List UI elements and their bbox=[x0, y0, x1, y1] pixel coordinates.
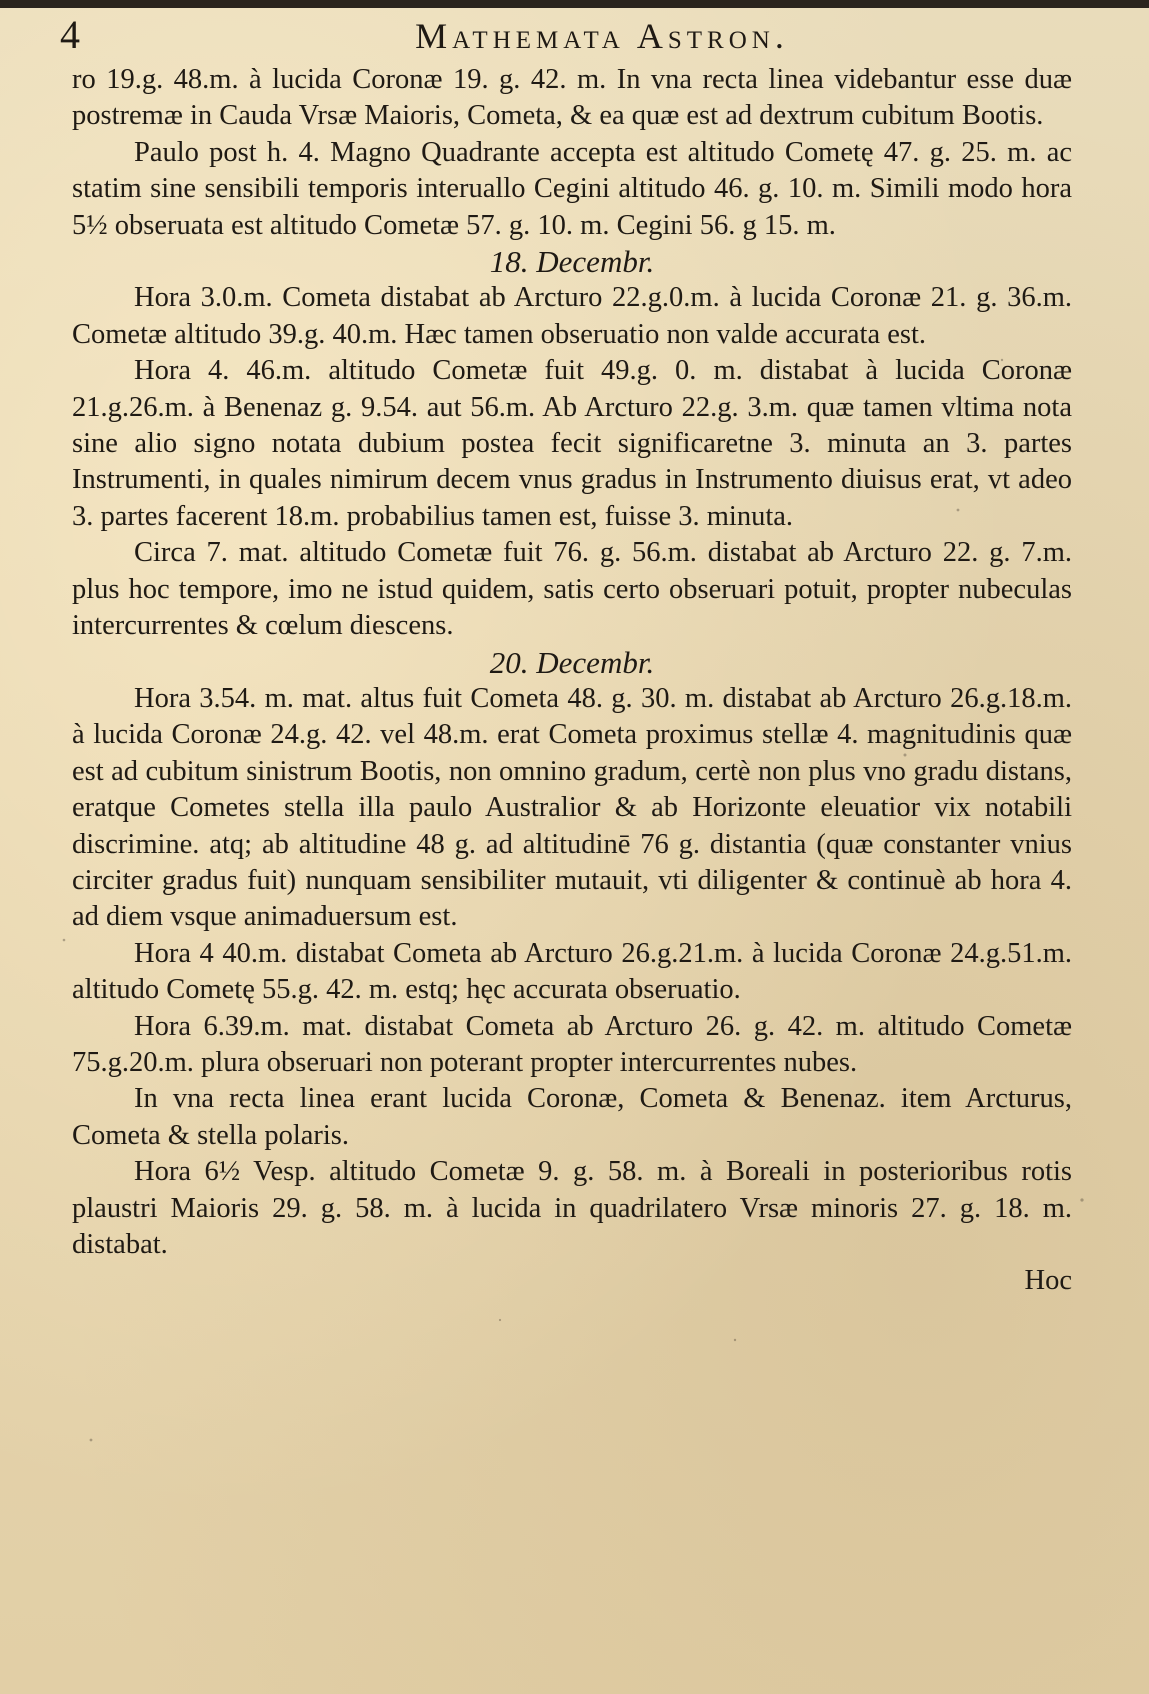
paragraph-continuation: ro 19.g. 48.m. à lucida Coronæ 19. g. 42. m. In vna recta linea videbantur esse duæ postremæ in Cauda Vrsæ Maioris, Cometa, & ea quæ est ad dextrum cubitum Bootis. bbox=[72, 64, 1072, 132]
paragraph: Hora 3.54. m. mat. altus fuit Cometa 48. g. 30. m. distabat ab Arcturo 26.g.18.m. à lucida Coronæ 24.g. 42. vel 48.m. erat Cometa proximus stellæ 4. magnitudinis quæ est ad cubitum sinistrum Bootis, non omnino gradum, certè non plus vno gradu distans, eratque Cometes stella illa paulo Australior & ab Horizonte eleuatior vix notabili discrimine. atq; ab altitudine 48 g. ad altitudinē 76 g. distantia (quæ constanter vnius circiter gradus fuit) nunquam sensibiliter mutauit, vti diligenter & continuè ab hora 4. ad diem vsque animaduersum est. bbox=[72, 682, 1072, 933]
date-heading: 20. Decembr. bbox=[489, 644, 655, 680]
catchword: Hoc bbox=[1024, 1265, 1072, 1297]
date-heading: 18. Decembr. bbox=[489, 244, 655, 280]
page-header bbox=[52, 14, 1092, 56]
paragraph: In vna recta linea erant lucida Coronæ, Cometa & Benenaz. item Arcturus, Cometa & stella polaris. bbox=[72, 1083, 1072, 1151]
body-text bbox=[72, 62, 1072, 1300]
page-number: 4 bbox=[60, 12, 80, 57]
paragraph: Hora 4. 46.m. altitudo Cometæ fuit 49.g. 0. m. distabat à lucida Coronæ 21.g.26.m. à Benenaz g. 9.54. aut 56.m. Ab Arcturo 22.g. 3.m. quæ tamen vltima nota sine alio signo notata dubium postea fecit significaretne 3. minuta an 3. partes Instrumenti, in quales nimirum decem vnus gradus in Instrumento diuisus erat, vt adeo 3. partes facerent 18.m. probabilius tamen est, fuisse 3. minuta. bbox=[72, 355, 1072, 532]
paragraph: Hora 6½ Vesp. altitudo Cometæ 9. g. 58. m. à Boreali in posterioribus rotis plaustri Maioris 29. g. 58. m. à lucida in quadrilatero Vrsæ minoris 27. g. 18. m. distabat. bbox=[72, 1156, 1072, 1260]
paragraph: Hora 6.39.m. mat. distabat Cometa ab Arcturo 26. g. 42. m. altitudo Cometæ 75.g.20.m. plura obseruari non poterant propter intercurrentes nubes. bbox=[72, 1010, 1072, 1078]
paragraph: Hora 4 40.m. distabat Cometa ab Arcturo 26.g.21.m. à lucida Coronæ 24.g.51.m. altitudo Cometę 55.g. 42. m. estq; hęc accurata obseruatio. bbox=[72, 937, 1072, 1006]
running-title: Mathemata Astron. bbox=[415, 16, 789, 56]
paragraph: Circa 7. mat. altitudo Cometæ fuit 76. g. 56.m. distabat ab Arcturo 22. g. 7.m. plus hoc tempore, imo ne istud quidem, satis certo obseruari potuit, propter nubeculas intercurrentes & cœlum diescens. bbox=[72, 537, 1072, 642]
paragraph: Hora 3.0.m. Cometa distabat ab Arcturo 22.g.0.m. à lucida Coronæ 21. g. 36.m. Cometæ altitudo 39.g. 40.m. Hæc tamen obseruatio non valde accurata est. bbox=[72, 282, 1072, 350]
top-edge-border bbox=[0, 0, 1149, 8]
paragraph: Paulo post h. 4. Magno Quadrante accepta est altitudo Cometę 47. g. 25. m. ac statim sine sensibili temporis interuallo Cegini altitudo 46. g. 10. m. Simili modo hora 5½ obseruata est altitudo Cometæ 57. g. 10. m. Cegini 56. g 15. m. bbox=[72, 136, 1072, 241]
